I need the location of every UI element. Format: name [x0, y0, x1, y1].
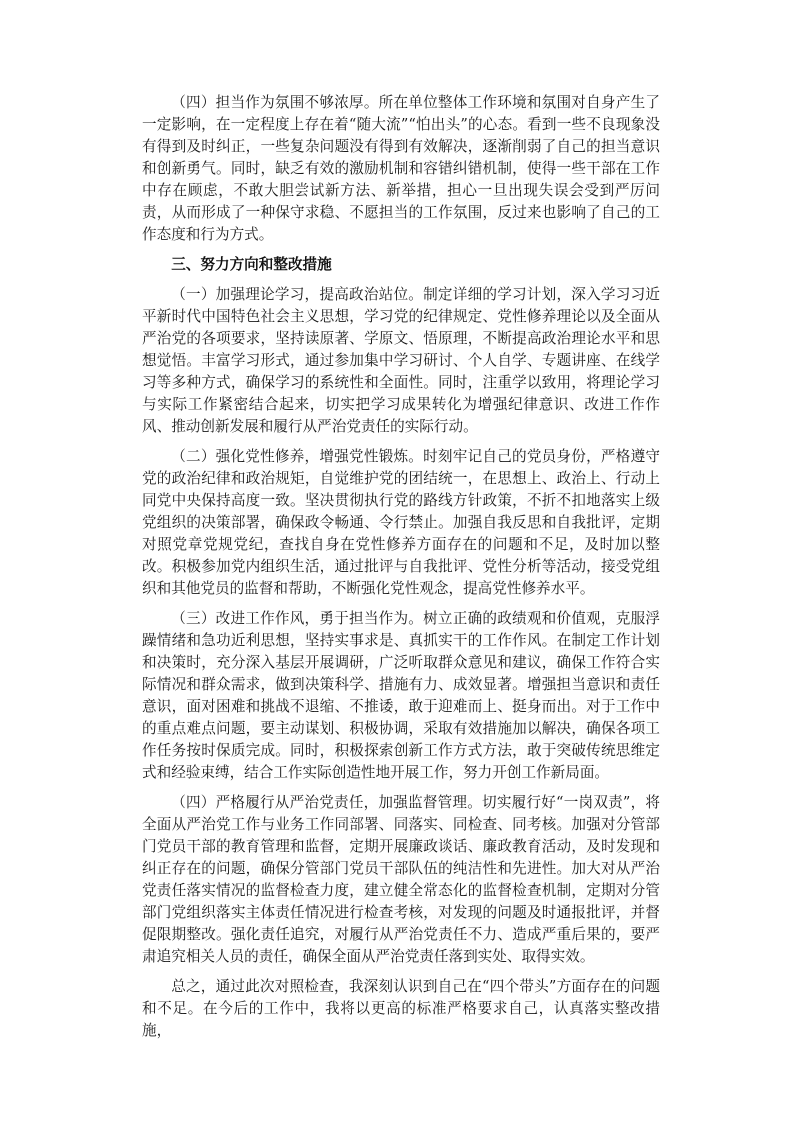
paragraph-atmosphere: （四）担当作为氛围不够浓厚。所在单位整体工作环境和氛围对自身产生了一定影响，在一定程度上存在着“随大流”“怕出头”的心态。看到一些不良现象没有得到及时纠正，一些复杂问题没有得到有效解决，逐渐削弱了自己的担当意识和创新勇气。同时，缺乏有效的激励机制和容错纠错机制，使得一些干部在工作中存在顾虑，不敢大胆尝试新方法、新举措，担心一旦出现失误会受到严厉问责，从而形成了一种保守求稳、不愿担当的工作氛围，反过来也影响了自己的工作态度和行为方式。: [142, 94, 660, 243]
document-page: [142, 92, 660, 1050]
paragraph-party-spirit: （二）强化党性修养，增强党性锻炼。时刻牢记自己的党员身份，严格遵守党的政治纪律和政治规矩，自觉维护党的团结统一，在思想上、政治上、行动上同党中央保持高度一致。坚决贯彻执行党的路线方针政策，不折不扣地落实上级党组织的决策部署，确保政令畅通、令行禁止。加强自我反思和自我批评，定期对照党章党规党纪，查找自身在党性修养方面存在的问题和不足，及时加以整改。积极参加党内组织生活，通过批评与自我批评、党性分析等活动，接受党组织和其他党员的监督和帮助，不断强化党性观念，提高党性修养水平。: [142, 448, 660, 597]
paragraph-conclusion: 总之，通过此次对照检查，我深刻认识到自己在“四个带头”方面存在的问题和不足。在今后的工作中，我将以更高的标准严格要求自己，认真落实整改措施，: [142, 978, 660, 1039]
paragraph-theory-study: （一）加强理论学习，提高政治站位。制定详细的学习计划，深入学习习近平新时代中国特色社会主义思想，学习党的纪律规定、党性修养理论以及全面从严治党的各项要求，坚持读原著、学原文、悟原理，不断提高政治理论水平和思想觉悟。丰富学习形式，通过参加集中学习研讨、个人自学、专题讲座、在线学习等多种方式，确保学习的系统性和全面性。同时，注重学以致用，将理论学习与实际工作紧密结合起来，切实把学习成果转化为增强纪律意识、改进工作作风、推动创新发展和履行从严治党责任的实际行动。: [142, 286, 660, 435]
paragraph-work-style: （三）改进工作作风，勇于担当作为。树立正确的政绩观和价值观，克服浮躁情绪和急功近利思想，坚持实事求是、真抓实干的工作作风。在制定工作计划和决策时，充分深入基层开展调研，广泛听取群众意见和建议，确保工作符合实际情况和群众需求，做到决策科学、措施有力、成效显著。增强担当意识和责任意识，面对困难和挑战不退缩、不推诿，敢于迎难而上、挺身而出。对于工作中的重点难点问题，要主动谋划、积极协调，采取有效措施加以解决，确保各项工作任务按时保质完成。同时，积极探索创新工作方式方法，敢于突破传统思维定式和经验束缚，结合工作实际创造性地开展工作，努力开创工作新局面。: [142, 610, 660, 781]
section-heading-improvement-measures: 三、努力方向和整改措施: [171, 256, 332, 273]
paragraph-party-governance: （四）严格履行从严治党责任，加强监督管理。切实履行好“一岗双责”，将全面从严治党工作与业务工作同部署、同落实、同检查、同考核。加强对分管部门党员干部的教育管理和监督，定期开展廉政谈话、廉政教育活动，及时发现和纠正存在的问题，确保分管部门党员干部队伍的纯洁性和先进性。加大对从严治党责任落实情况的监督检查力度，建立健全常态化的监督检查机制，定期对分管部门党组织落实主体责任情况进行检查考核，对发现的问题及时通报批评，并督促限期整改。强化责任追究，对履行从严治党责任不力、造成严重后果的，要严肃追究相关人员的责任，确保全面从严治党责任落到实处、取得实效。: [142, 794, 660, 965]
